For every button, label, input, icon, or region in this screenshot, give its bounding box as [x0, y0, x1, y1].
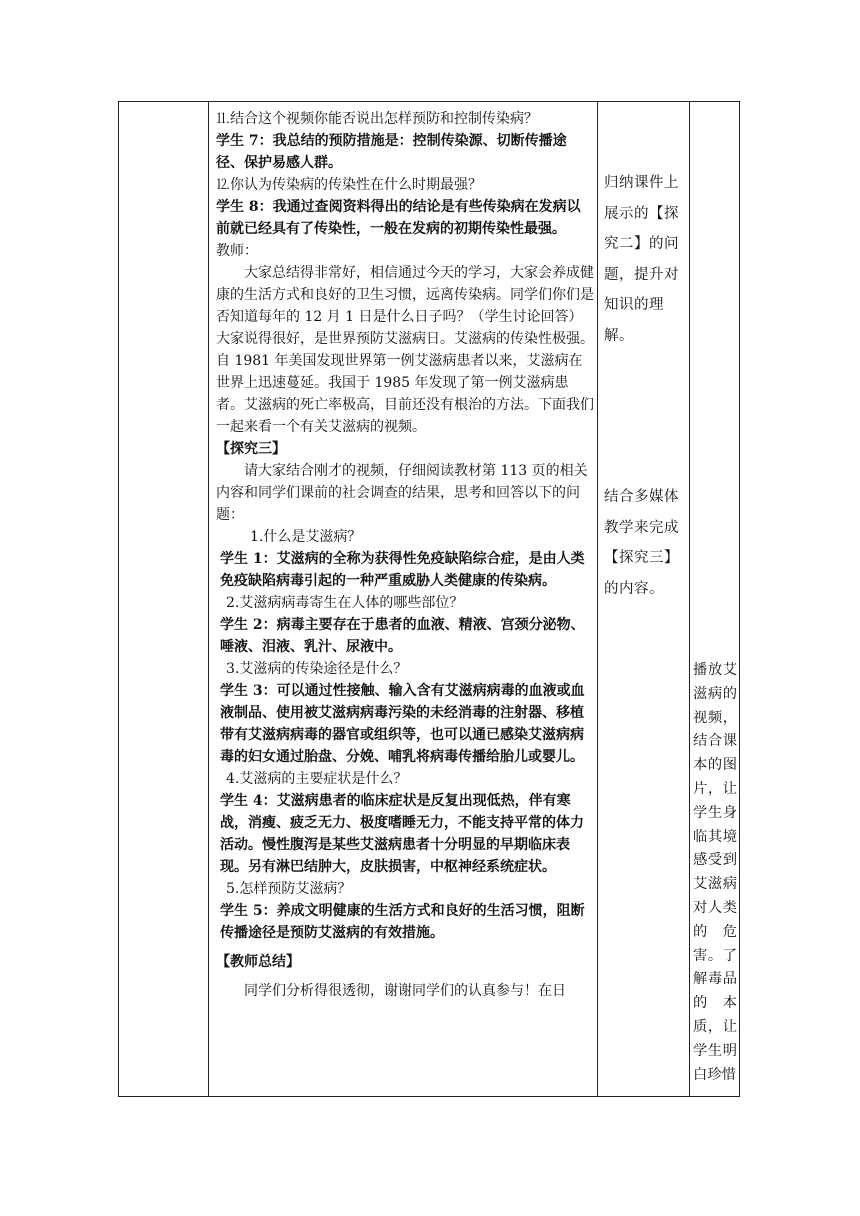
section-explore-3: 【探究三】 [216, 441, 286, 457]
column-divider-1 [208, 102, 209, 1096]
student-1-answer: 学生 1：艾滋病的全称为获得性免疫缺陷综合症，是由人类免疫缺陷病毒引起的一种严重威胁人类健康的传染病。 [220, 551, 585, 589]
question-12: ⒓你认为传染病的传染性在什么时期最强？ [216, 177, 482, 193]
column-divider-2 [597, 102, 598, 1096]
question-1: 1.什么是艾滋病？ [250, 529, 362, 545]
design-note-1: 归纳课件上展示的【探究二】的问题，提升对知识的理解。 [604, 175, 679, 344]
explore-3-intro: 请大家结合刚才的视频，仔细阅读教材第 113 页的相关内容和同学们课前的社会调查的结果，思考和回答以下的问题： [216, 463, 588, 523]
teaching-process-column [216, 108, 594, 1002]
student-2-answer: 学生 2：病毒主要存在于患者的血液、精液、宫颈分泌物、唾液、泪液、乳汁、尿液中。 [220, 617, 585, 655]
column-divider-3 [689, 102, 690, 1096]
question-11: ⒒结合这个视频你能否说出怎样预防和控制传染病？ [216, 111, 538, 127]
student-4-answer: 学生 4：艾滋病患者的临床症状是反复出现低热，伴有寒战，消瘦、疲乏无力、极度嗜睡无力，不能支持平常的体力活动。慢性腹泻是某些艾滋病患者十分明显的早期临床表现。另有淋巴结肿大，皮肤损害，中枢神经系统症状。 [220, 793, 584, 875]
student-8-answer: 学生 8：我通过查阅资料得出的结论是有些传染病在发病以前就已经具有了传染性，一般在发病的初期传染性最强。 [216, 199, 581, 237]
design-note-2: 结合多媒体教学来完成【探究三】的内容。 [604, 489, 679, 597]
student-3-answer: 学生 3：可以通过性接触、输入含有艾滋病病毒的血液或血液制品、使用被艾滋病病毒污染的未经消毒的注射器、移植带有艾滋病病毒的器官或组织等，也可以通已感染艾滋病病毒的妇女通过胎盘、分娩、哺乳将病毒传播给胎儿或婴儿。 [220, 683, 585, 765]
question-4: 4.艾滋病的主要症状是什么？ [226, 771, 408, 787]
teacher-summary-text: 同学们分析得很透彻，谢谢同学们的认真参与！在日 [244, 983, 566, 999]
student-7-answer: 学生 7：我总结的预防措施是：控制传染源、切断传播途径、保护易感人群。 [216, 133, 567, 171]
teacher-summary-label: 【教师总结】 [216, 954, 300, 970]
question-3: 3.艾滋病的传染途径是什么？ [226, 661, 408, 677]
question-2: 2.艾滋病病毒寄生在人体的哪些部位？ [226, 595, 464, 611]
design-intent-note: 播放艾滋病的视频，结合课本的图片，让学生身临其境感受到艾滋病对人类的危害。了解毒品的本质，让学生明白珍惜 [693, 662, 737, 1083]
student-5-answer: 学生 5：养成文明健康的生活方式和良好的生活习惯，阻断传播途径是预防艾滋病的有效措施。 [220, 903, 585, 941]
lesson-table [118, 101, 740, 1097]
question-5: 5.怎样预防艾滋病？ [226, 881, 352, 897]
teacher-label: 教师： [216, 243, 258, 259]
teacher-paragraph: 大家总结得非常好，相信通过今天的学习，大家会养成健康的生活方式和良好的卫生习惯，远离传染病。同学们你们是否知道每年的 12 月 1 日是什么日子吗？（学生讨论回答）大家说得很好，是世界预防艾滋病日。艾滋病的传染性极强。自 1981 年美国发现世界第一例艾滋病患者以来，艾滋病在世界上迅速蔓延。我国于 1985 年发现了第一例艾滋病患者。艾滋病的死亡率极高，目前还没有根治的方法。下面我们一起来看一个有关艾滋病的视频。 [216, 265, 594, 435]
